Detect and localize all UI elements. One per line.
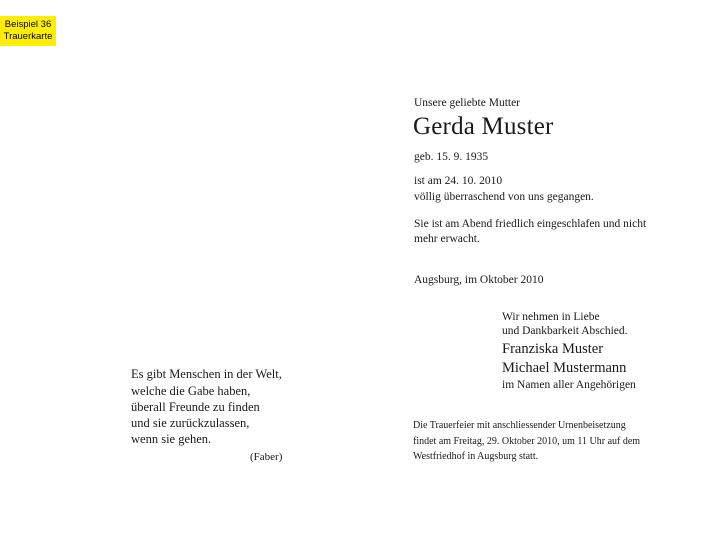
tag-line-type: Trauerkarte — [3, 31, 53, 42]
birth-date: geb. 15. 9. 1935 — [414, 151, 489, 163]
tag-line-example: Beispiel 36 — [4, 19, 52, 30]
farewell-line-1: Wir nehmen in Liebe — [502, 311, 600, 323]
passing-text-line-1: Sie ist am Abend friedlich eingeschlafen und nicht — [414, 218, 647, 230]
poem-line: welche die Gabe haben, — [131, 384, 251, 398]
deceased-name: Gerda Muster — [413, 113, 554, 140]
poem-line: überall Freunde zu finden — [131, 400, 260, 414]
signer-name: Franziska Muster — [502, 341, 604, 357]
signer-name: Michael Mustermann — [502, 360, 627, 376]
death-date: ist am 24. 10. 2010 — [414, 175, 503, 187]
example-label-tag — [0, 16, 56, 46]
poem-line: und sie zurückzulassen, — [131, 416, 250, 430]
death-description: völlig überraschend von uns gegangen. — [414, 191, 594, 203]
passing-text-line-2: mehr erwacht. — [414, 233, 480, 245]
notice-intro: Unsere geliebte Mutter — [414, 97, 521, 109]
place-and-date: Augsburg, im Oktober 2010 — [414, 274, 544, 286]
farewell-line-2: und Dankbarkeit Abschied. — [502, 325, 628, 337]
funeral-info-line-1: Die Trauerfeier mit anschliessender Urnenbeisetzung — [413, 420, 626, 431]
poem-author: (Faber) — [250, 451, 283, 463]
poem-line: wenn sie gehen. — [131, 432, 212, 446]
relatives-note: im Namen aller Angehörigen — [502, 379, 636, 391]
funeral-info-line-2: findet am Freitag, 29. Oktober 2010, um 11 Uhr auf dem — [413, 436, 641, 447]
poem-line: Es gibt Menschen in der Welt, — [131, 367, 282, 381]
funeral-info-line-3: Westfriedhof in Augsburg statt. — [413, 451, 539, 462]
